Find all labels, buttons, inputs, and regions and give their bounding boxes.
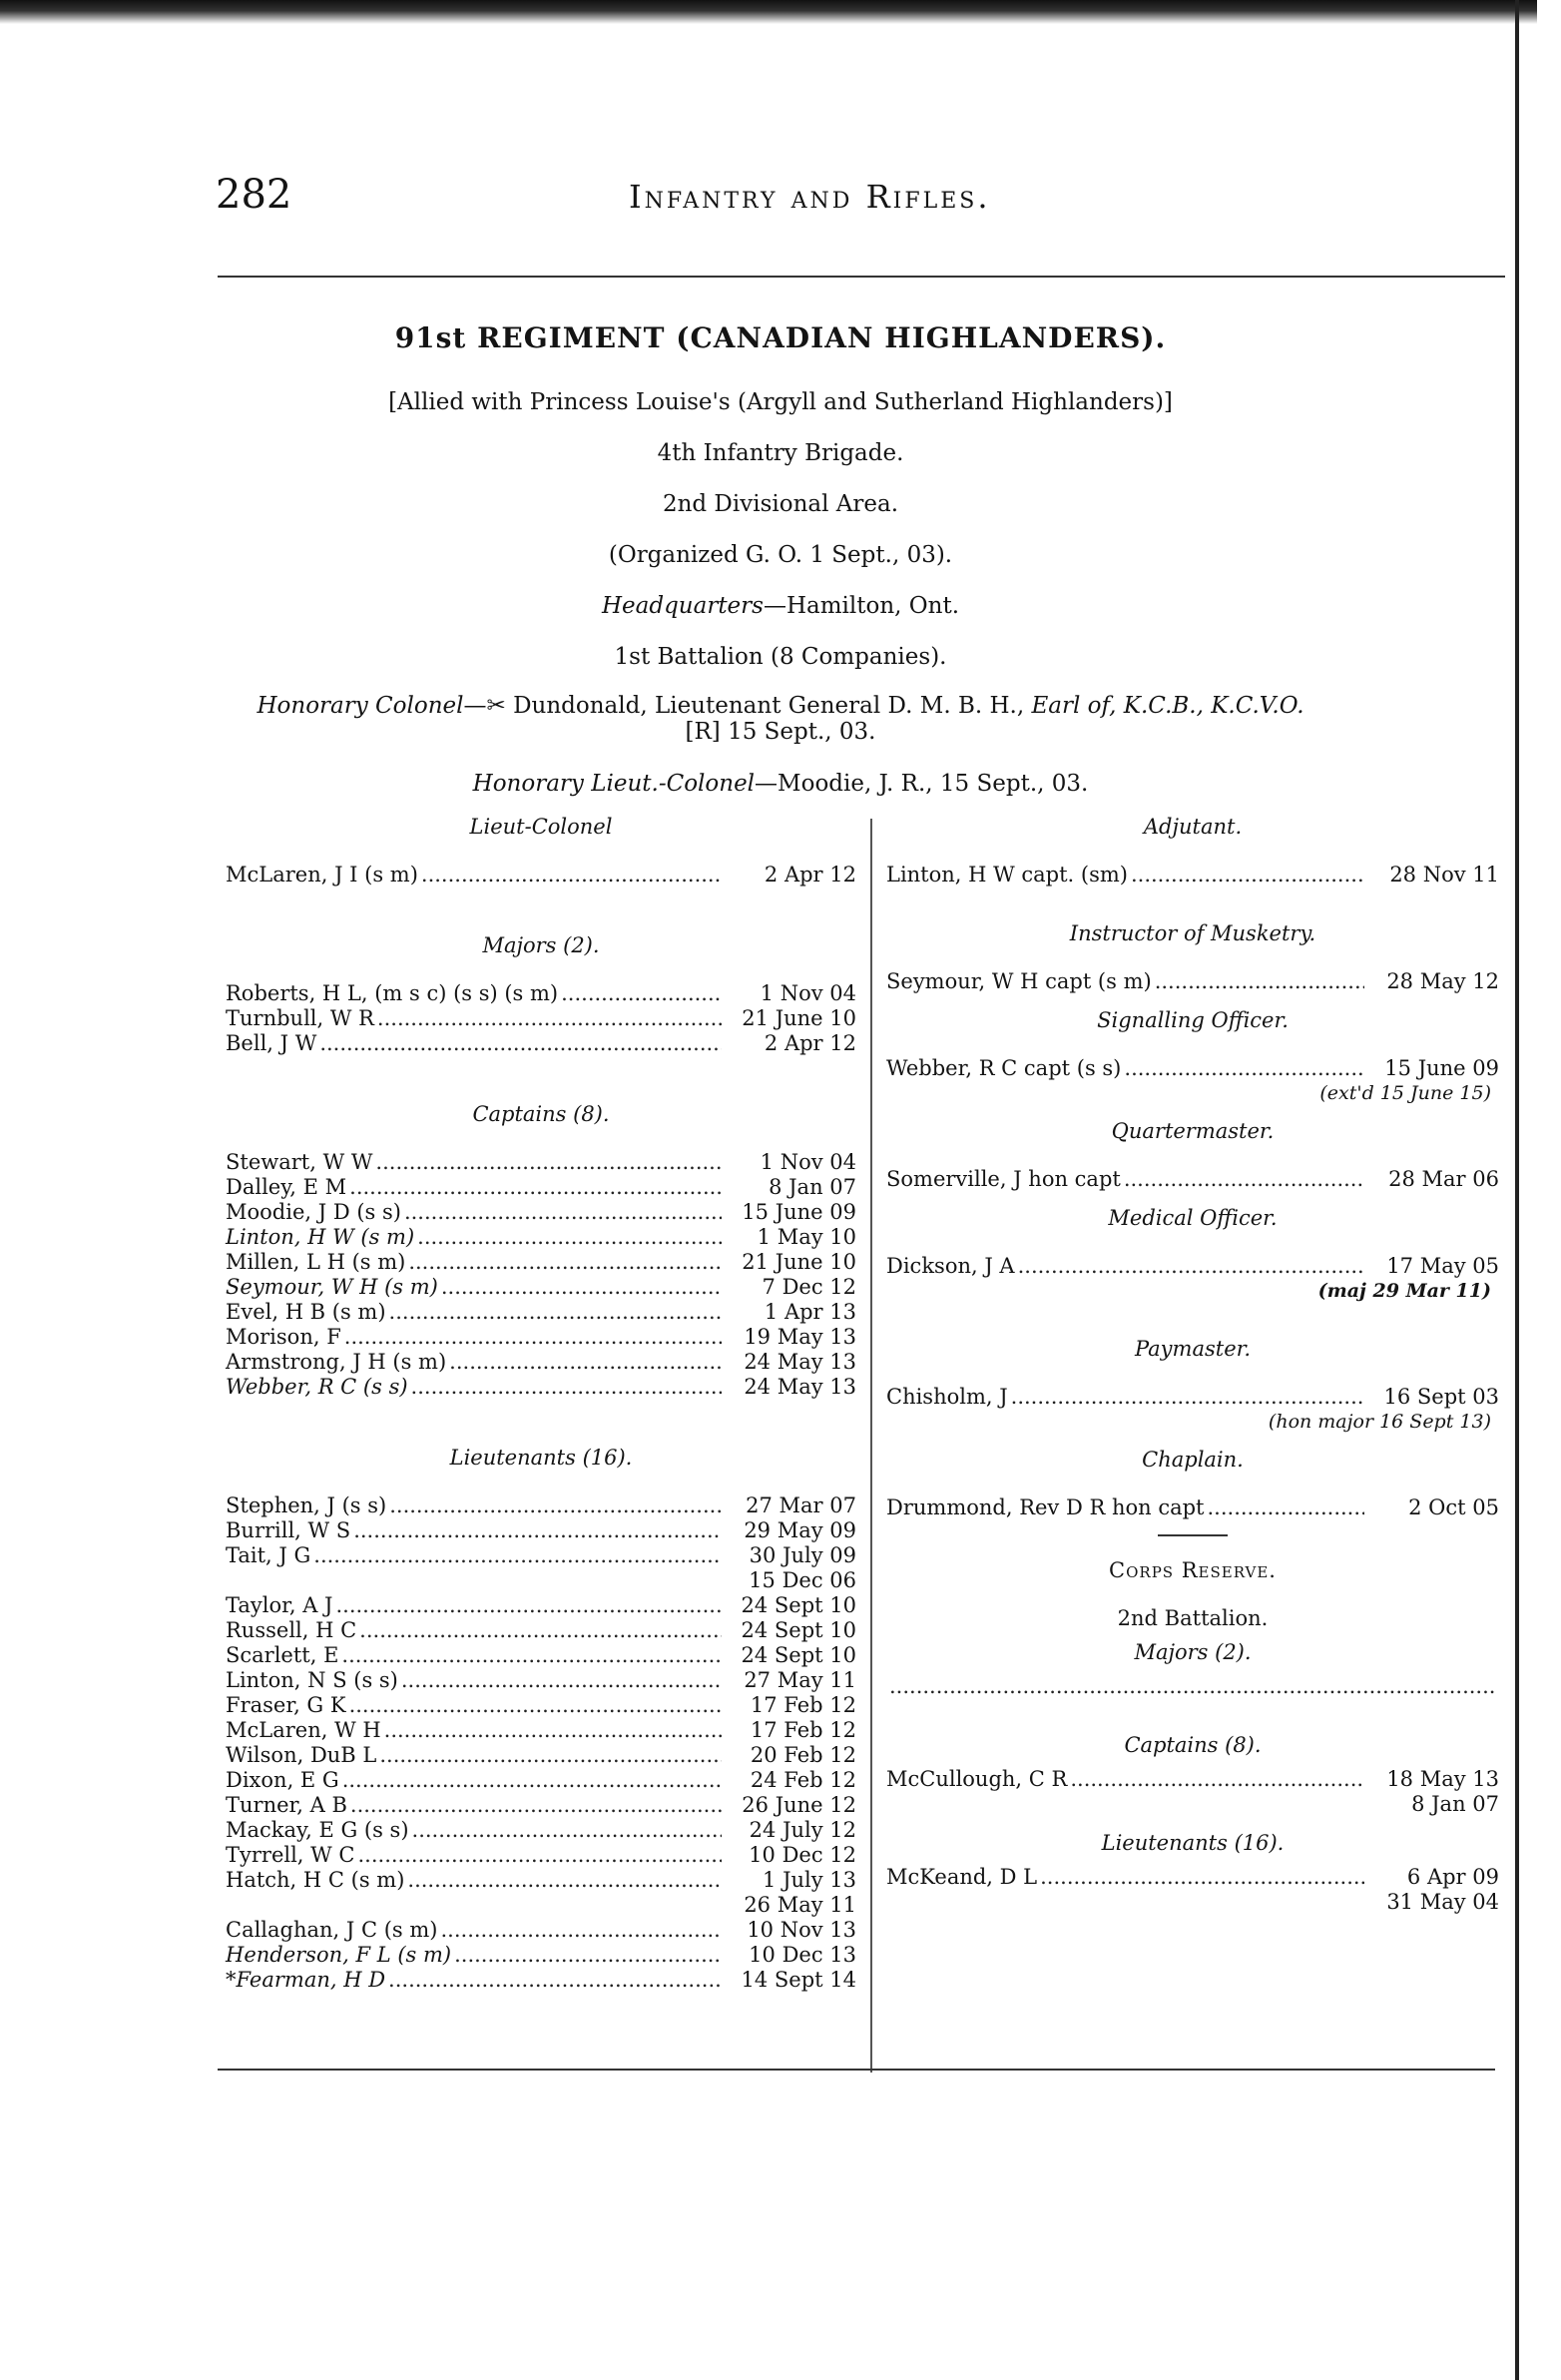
captain-row <box>226 1350 856 1375</box>
captain-row <box>226 1250 856 1275</box>
second-battalion-heading: 2nd Battalion. <box>1117 1606 1269 1630</box>
left-column <box>226 815 856 1993</box>
honorary-lt-colonel-line <box>0 771 1561 797</box>
lieutenant-row <box>226 1868 856 1893</box>
lieutenant-row <box>226 1593 856 1618</box>
officer-date: 24 Sept 10 <box>741 1593 856 1617</box>
reserve-majors-blank-row <box>886 1674 1499 1699</box>
officer-name: Seymour, W H (s m) <box>226 1275 438 1299</box>
officer-date: 24 May 13 <box>744 1375 856 1399</box>
officer-name: Drummond, Rev D R hon capt <box>886 1495 1205 1519</box>
paymaster-row <box>886 1385 1499 1410</box>
officer-name: Fraser, G K <box>226 1693 346 1717</box>
officer-name: McCullough, C R <box>886 1767 1068 1791</box>
officer-name: Armstrong, J H (s m) <box>226 1350 447 1374</box>
captain-row <box>226 1275 856 1300</box>
officer-name: Seymour, W H capt (s m) <box>886 969 1152 993</box>
officer-name: Millen, L H (s m) <box>226 1250 406 1274</box>
lieutenant-row <box>226 1768 856 1793</box>
officer-name: Turner, A B <box>226 1793 347 1817</box>
officer-date: 24 May 13 <box>744 1350 856 1374</box>
officer-name: Hatch, H C (s m) <box>226 1868 405 1892</box>
captain-row <box>226 1150 856 1175</box>
officer-name: Bell, J W <box>226 1031 317 1055</box>
paymaster-note: (hon major 16 Sept 13) <box>1268 1411 1491 1433</box>
captain-row <box>226 1325 856 1350</box>
lieutenant-row <box>226 1943 856 1968</box>
officer-date: 24 Sept 10 <box>741 1643 856 1667</box>
officer-date: 26 June 12 <box>742 1793 856 1817</box>
officer-date: 10 Dec 12 <box>749 1843 856 1867</box>
honorary-lt-colonel-label: Honorary Lieut.-Colonel <box>472 771 756 797</box>
signalling-heading: Signalling Officer. <box>1097 1008 1289 1032</box>
officer-name: Stephen, J (s s) <box>226 1493 387 1517</box>
officer-name: Chisholm, J <box>886 1385 1008 1409</box>
officer-date: 21 June 10 <box>742 1250 856 1274</box>
officer-name: Scarlett, E <box>226 1643 339 1667</box>
officer-name: Dixon, E G <box>226 1768 339 1792</box>
lieutenant-row <box>226 1643 856 1668</box>
officer-date: 10 Nov 13 <box>747 1918 856 1942</box>
officer-date: 17 Feb 12 <box>750 1693 856 1717</box>
officer-name: *Fearman, H D <box>226 1968 386 1992</box>
officer-name: Linton, H W (s m) <box>226 1225 415 1249</box>
lieutenant-row <box>226 1718 856 1743</box>
lieutenants-heading: Lieutenants (16). <box>449 1446 633 1470</box>
officer-name: Webber, R C (s s) <box>226 1375 408 1399</box>
reserve-lieutenants-heading: Lieutenants (16). <box>1101 1831 1285 1855</box>
officer-name: Linton, N S (s s) <box>226 1668 398 1692</box>
reserve-captains-heading: Captains (8). <box>1124 1733 1262 1757</box>
officer-date: 26 May 11 <box>744 1893 856 1917</box>
reserve-lieutenant-row-2 <box>886 1890 1499 1915</box>
officer-name: Wilson, DuB L <box>226 1743 377 1767</box>
corps-reserve-heading: Corps Reserve. <box>1109 1558 1277 1582</box>
officer-name: Turnbull, W R <box>226 1006 374 1030</box>
lieutenant-row <box>226 1518 856 1543</box>
officer-name: McKeand, D L <box>886 1865 1038 1889</box>
officer-name: Russell, H C <box>226 1618 357 1642</box>
officer-date: 10 Dec 13 <box>749 1943 856 1967</box>
page-edge-line <box>1515 0 1519 2380</box>
officer-date: 2 Oct 05 <box>1408 1495 1499 1519</box>
lieutenant-row <box>226 1968 856 1993</box>
officer-name: Taylor, A J <box>226 1593 333 1617</box>
officer-date: 15 June 09 <box>1384 1056 1499 1080</box>
captain-row <box>226 1225 856 1250</box>
officer-date: 1 May 10 <box>757 1225 856 1249</box>
officer-name: Dalley, E M <box>226 1175 347 1199</box>
section-divider <box>1158 1534 1228 1536</box>
captain-row <box>226 1200 856 1225</box>
officer-date: 17 May 05 <box>1386 1254 1499 1278</box>
header-rule <box>218 276 1505 278</box>
musketry-row <box>886 969 1499 994</box>
adjutant-row <box>886 863 1499 888</box>
officer-date: 18 May 13 <box>1386 1767 1499 1791</box>
officer-date: 1 Apr 13 <box>764 1300 856 1324</box>
lieutenant-row <box>226 1568 856 1593</box>
medical-note: (maj 29 Mar 11) <box>1317 1280 1491 1302</box>
officer-date: 1 July 13 <box>763 1868 856 1892</box>
captain-row <box>226 1175 856 1200</box>
signalling-row <box>886 1056 1499 1081</box>
alliance-line: [Allied with Princess Louise's (Argyll and Sutherland Highlanders)] <box>388 389 1173 415</box>
officer-date: 27 May 11 <box>744 1668 856 1692</box>
lieutenant-row <box>226 1893 856 1918</box>
officer-name: Moodie, J D (s s) <box>226 1200 401 1224</box>
page-number: 282 <box>216 172 292 218</box>
officer-date: 6 Apr 09 <box>1406 1865 1499 1889</box>
battalion-line: 1st Battalion (8 Companies). <box>614 644 947 670</box>
officer-date: 8 Jan 07 <box>769 1175 856 1199</box>
officer-date: 20 Feb 12 <box>750 1743 856 1767</box>
officer-name: Tyrrell, W C <box>226 1843 355 1867</box>
officer-name: Callaghan, J C (s m) <box>226 1918 438 1942</box>
officer-date: 24 Sept 10 <box>741 1618 856 1642</box>
officer-date: 31 May 04 <box>1386 1890 1499 1914</box>
officer-date: 24 July 12 <box>749 1818 856 1842</box>
column-divider <box>870 819 872 2073</box>
reserve-majors-heading: Majors (2). <box>1134 1640 1252 1664</box>
officer-date: 16 Sept 03 <box>1383 1385 1499 1409</box>
officer-name: Dickson, J A <box>886 1254 1015 1278</box>
officer-date: 2 Apr 12 <box>764 863 856 887</box>
officer-date: 15 June 09 <box>742 1200 856 1224</box>
officer-date: 28 May 12 <box>1386 969 1499 993</box>
reserve-captain-row <box>886 1767 1499 1792</box>
honorary-lt-colonel-value: —Moodie, J. R., 15 Sept., 03. <box>755 771 1089 797</box>
honorary-colonel-dash: — <box>463 693 487 719</box>
reserve-captain-row-2 <box>886 1792 1499 1817</box>
officer-name: Somerville, J hon capt <box>886 1167 1121 1191</box>
honorary-colonel-label: Honorary Colonel <box>257 693 464 719</box>
officer-name: McLaren, W H <box>226 1718 381 1742</box>
officer-date: 30 July 09 <box>749 1543 856 1567</box>
medical-heading: Medical Officer. <box>1108 1206 1278 1230</box>
running-header-title: Infantry and Rifles. <box>629 178 991 216</box>
lieutenant-row <box>226 1793 856 1818</box>
officer-date: 1 Nov 04 <box>760 1150 856 1174</box>
lt-colonel-heading: Lieut-Colonel <box>469 815 613 839</box>
captain-row <box>226 1375 856 1400</box>
major-row <box>226 1031 856 1056</box>
chaplain-row <box>886 1495 1499 1520</box>
officer-date: 29 May 09 <box>744 1518 856 1542</box>
adjutant-heading: Adjutant. <box>1143 815 1243 839</box>
captain-row <box>226 1300 856 1325</box>
lieutenant-row <box>226 1743 856 1768</box>
headquarters-label: Headquarters <box>601 593 764 619</box>
major-row <box>226 1006 856 1031</box>
honorary-colonel-date: [R] 15 Sept., 03. <box>685 719 876 745</box>
officer-name: Roberts, H L, (m s c) (s s) (s m) <box>226 981 559 1005</box>
officer-name: Henderson, F L (s m) <box>226 1943 452 1967</box>
lieutenant-row <box>226 1693 856 1718</box>
majors-heading: Majors (2). <box>482 933 600 957</box>
officer-name: Morison, F <box>226 1325 341 1349</box>
officer-name: Tait, J G <box>226 1543 311 1567</box>
officer-name: Mackay, E G (s s) <box>226 1818 409 1842</box>
honorary-colonel-line <box>0 693 1561 719</box>
area-line: 2nd Divisional Area. <box>662 491 899 517</box>
reserve-lieutenant-row <box>886 1865 1499 1890</box>
regiment-title: 91st REGIMENT (CANADIAN HIGHLANDERS). <box>394 321 1167 354</box>
crossed-swords-icon: ✂ <box>486 693 506 719</box>
organized-line: (Organized G. O. 1 Sept., 03). <box>608 542 953 568</box>
paymaster-heading: Paymaster. <box>1134 1337 1252 1361</box>
headquarters-line <box>0 593 1561 619</box>
lieutenant-row <box>226 1493 856 1518</box>
lieutenant-row <box>226 1668 856 1693</box>
officer-name: McLaren, J I (s m) <box>226 863 418 887</box>
officer-date: 24 Feb 12 <box>750 1768 856 1792</box>
officer-date: 28 Mar 06 <box>1388 1167 1499 1191</box>
officer-name: Evel, H B (s m) <box>226 1300 386 1324</box>
officer-date: 14 Sept 14 <box>741 1968 856 1992</box>
top-edge-band <box>0 0 1537 24</box>
officer-name: Webber, R C capt (s s) <box>886 1056 1122 1080</box>
officer-date: 27 Mar 07 <box>746 1493 856 1517</box>
chaplain-heading: Chaplain. <box>1142 1448 1244 1472</box>
musketry-heading: Instructor of Musketry. <box>1069 921 1316 945</box>
captains-heading: Captains (8). <box>472 1102 610 1126</box>
officer-name: Linton, H W capt. (sm) <box>886 863 1128 887</box>
footer-rule <box>218 2069 1495 2071</box>
lt-colonel-row <box>226 863 856 888</box>
officer-date: 17 Feb 12 <box>750 1718 856 1742</box>
officer-date: 28 Nov 11 <box>1389 863 1499 887</box>
officer-date: 21 June 10 <box>742 1006 856 1030</box>
lieutenant-row <box>226 1818 856 1843</box>
right-column <box>886 815 1499 1915</box>
lieutenant-row <box>226 1543 856 1568</box>
major-row <box>226 981 856 1006</box>
quartermaster-heading: Quartermaster. <box>1111 1119 1275 1143</box>
officer-date: 2 Apr 12 <box>764 1031 856 1055</box>
lieutenant-row <box>226 1843 856 1868</box>
honorary-colonel-name: Dundonald, Lieutenant General D. M. B. H., <box>513 693 1025 719</box>
medical-row <box>886 1254 1499 1279</box>
officer-name: Stewart, W W <box>226 1150 373 1174</box>
officer-date: 1 Nov 04 <box>760 981 856 1005</box>
lieutenant-row <box>226 1618 856 1643</box>
officer-date: 8 Jan 07 <box>1411 1792 1499 1816</box>
honorary-colonel-titles: Earl of, K.C.B., K.C.V.O. <box>1031 693 1304 719</box>
quartermaster-row <box>886 1167 1499 1192</box>
officer-date: 15 Dec 06 <box>749 1568 856 1592</box>
headquarters-value: —Hamilton, Ont. <box>763 593 960 619</box>
signalling-note: (ext'd 15 June 15) <box>1319 1082 1491 1104</box>
officer-date: 7 Dec 12 <box>762 1275 856 1299</box>
lieutenant-row <box>226 1918 856 1943</box>
brigade-line: 4th Infantry Brigade. <box>657 440 904 466</box>
officer-name: Burrill, W S <box>226 1518 351 1542</box>
officer-date: 19 May 13 <box>744 1325 856 1349</box>
